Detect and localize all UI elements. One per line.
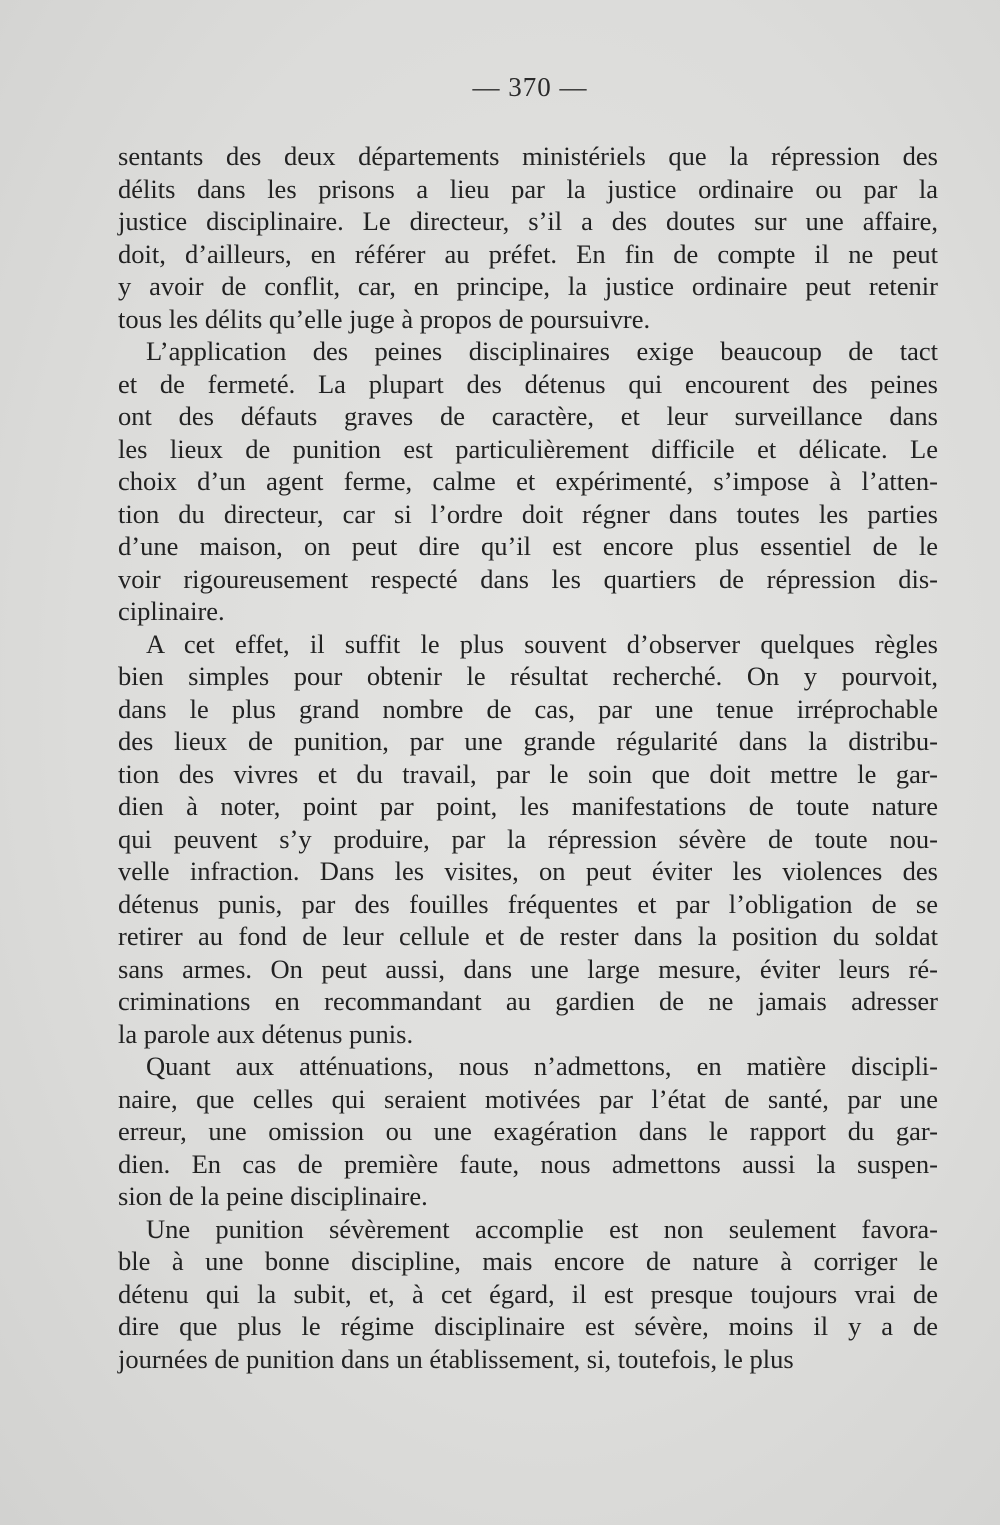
- text-line: journées de punition dans un établissement, si, toutefois, le plus: [118, 1343, 794, 1374]
- text-line: y avoir de conflit, car, en principe, la justice ordinaire peut retenir: [118, 271, 938, 301]
- paragraph: [118, 1213, 938, 1376]
- body-text: [118, 140, 938, 1375]
- page-number: — 370 —: [472, 72, 588, 102]
- text-line: criminations en recommandant au gardien de ne jamais adresser: [118, 986, 938, 1016]
- text-line: dans le plus grand nombre de cas, par une tenue irréprochable: [118, 693, 938, 724]
- text-line: et de fermeté. La plupart des détenus qui encourent des peines: [118, 368, 938, 399]
- text-line: tion des vivres et du travail, par le soin que doit mettre le gar-: [118, 758, 938, 789]
- text-line: L’application des peines disciplinaires exige beaucoup de tact: [146, 336, 938, 366]
- text-line: voir rigoureusement respecté dans les quartiers de répression dis-: [118, 563, 938, 594]
- text-line: doit, d’ailleurs, en référer au préfet. En fin de compte il ne peut: [118, 238, 938, 269]
- text-line: Quant aux atténuations, nous n’admettons, en matière discipli-: [146, 1051, 938, 1081]
- text-line: ciplinaire.: [118, 596, 225, 626]
- text-line: A cet effet, il suffit le plus souvent d’observer quelques règles: [146, 628, 938, 659]
- text-line: sans armes. On peut aussi, dans une large mesure, éviter leurs ré-: [118, 953, 938, 984]
- paragraph: [118, 628, 938, 1051]
- text-line: dien. En cas de première faute, nous admettons aussi la suspen-: [118, 1148, 938, 1179]
- text-line: bien simples pour obtenir le résultat recherché. On y pourvoit,: [118, 661, 938, 691]
- text-line: velle infraction. Dans les visites, on peut éviter les violences des: [118, 856, 938, 886]
- text-line: dire que plus le régime disciplinaire est sévère, moins il y a de: [118, 1311, 938, 1341]
- text-line: choix d’un agent ferme, calme et expérimenté, s’impose à l’atten-: [118, 466, 938, 496]
- text-line: d’une maison, on peut dire qu’il est encore plus essentiel de le: [118, 531, 938, 561]
- text-line: sion de la peine disciplinaire.: [118, 1181, 428, 1211]
- text-line: des lieux de punition, par une grande régularité dans la distribu-: [118, 726, 938, 756]
- paragraph: [118, 140, 938, 335]
- text-line: délits dans les prisons a lieu par la justice ordinaire ou par la: [118, 173, 938, 204]
- text-line: les lieux de punition est particulièrement difficile et délicate. Le: [118, 433, 938, 464]
- text-line: détenus punis, par des fouilles fréquentes et par l’obligation de se: [118, 888, 938, 919]
- text-line: détenu qui la subit, et, à cet égard, il est presque toujours vrai de: [118, 1278, 938, 1309]
- text-line: ble à une bonne discipline, mais encore de nature à corriger le: [118, 1246, 938, 1276]
- text-line: qui peuvent s’y produire, par la répression sévère de toute nou-: [118, 823, 938, 854]
- paragraph: [118, 1050, 938, 1213]
- text-line: erreur, une omission ou une exagération dans le rapport du gar-: [118, 1116, 938, 1146]
- text-line: justice disciplinaire. Le directeur, s’il a des doutes sur une affaire,: [118, 206, 938, 236]
- text-line: tous les délits qu’elle juge à propos de poursuivre.: [118, 303, 651, 334]
- text-line: tion du directeur, car si l’ordre doit régner dans toutes les parties: [118, 498, 938, 529]
- paragraph: [118, 335, 938, 628]
- text-line: sentants des deux départements ministériels que la répression des: [118, 141, 938, 171]
- text-line: naire, que celles qui seraient motivées par l’état de santé, par une: [118, 1083, 938, 1114]
- text-line: ont des défauts graves de caractère, et leur surveillance dans: [118, 401, 938, 431]
- text-line: Une punition sévèrement accomplie est non seulement favora-: [146, 1213, 938, 1244]
- text-line: la parole aux détenus punis.: [118, 1018, 414, 1049]
- text-line: retirer au fond de leur cellule et de rester dans la position du soldat: [118, 921, 938, 951]
- text-line: dien à noter, point par point, les manifestations de toute nature: [118, 791, 938, 821]
